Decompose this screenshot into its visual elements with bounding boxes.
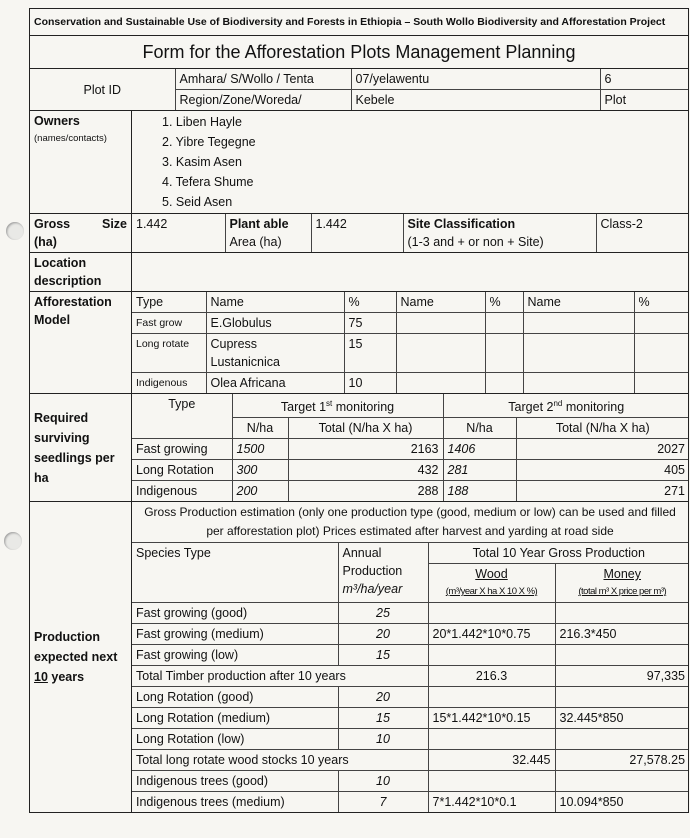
annual-header: Annual Production m³/ha/year [338, 543, 428, 603]
prod-row-money: 10.094*850 [555, 792, 689, 813]
target2-header: Target 2nd monitoring [443, 394, 689, 418]
fast-total-money: 97,335 [555, 666, 689, 687]
kebele-label: Kebele [351, 90, 600, 111]
prod-row-wood [428, 603, 555, 624]
fast-total-wood: 216.3 [428, 666, 555, 687]
plot-label: Plot [600, 90, 689, 111]
owners-label-cell [30, 111, 132, 214]
region-label: Region/Zone/Woreda/ [175, 90, 351, 111]
seedling-t1: 2163 [288, 439, 443, 460]
prod-row-wood: 7*1.442*10*0.1 [428, 792, 555, 813]
seedling-t1: 432 [288, 460, 443, 481]
model-row-name: Cupress Lustanicnica [206, 334, 344, 373]
seedling-row-type: Indigenous [132, 481, 232, 502]
prod-row-wood [428, 771, 555, 792]
model-row-pct: 15 [344, 334, 396, 373]
prod-row-money: 32.445*850 [555, 708, 689, 729]
model-row-pct: 10 [344, 373, 396, 394]
seedling-n2: 1406 [443, 439, 516, 460]
fast-total-label: Total Timber production after 10 years [132, 666, 428, 687]
project-title: Conservation and Sustainable Use of Biodiversity and Forests in Ethiopia – South Wollo Biodiversity and Afforestation Project [30, 9, 689, 36]
model-header-type: Type [132, 292, 206, 313]
owner-item: 1. Liben Hayle [162, 115, 242, 129]
prod-row-name: Indigenous trees (good) [132, 771, 338, 792]
nha-header: N/ha [443, 418, 516, 439]
long-total-money: 27,578.25 [555, 750, 689, 771]
model-header-pct: % [344, 292, 396, 313]
location-value [132, 253, 689, 292]
punch-hole [4, 532, 22, 550]
seedlings-type-header: Type [132, 394, 232, 439]
plantable-value: 1.442 [311, 214, 403, 252]
seedling-n2: 188 [443, 481, 516, 502]
model-label: Afforestation Model [30, 292, 132, 394]
prod-row-val: 20 [338, 687, 428, 708]
prod-row-wood [428, 645, 555, 666]
prod-row-val: 10 [338, 729, 428, 750]
prod-row-name: Long Rotation (low) [132, 729, 338, 750]
long-total-label: Total long rotate wood stocks 10 years [132, 750, 428, 771]
prod-row-wood: 20*1.442*10*0.75 [428, 624, 555, 645]
prod-row-money [555, 729, 689, 750]
prod-row-val: 7 [338, 792, 428, 813]
plot-value: 6 [600, 69, 689, 90]
prod-row-name: Fast growing (good) [132, 603, 338, 624]
prod-row-val: 15 [338, 708, 428, 729]
seedling-n1: 300 [232, 460, 288, 481]
total-header: Total (N/ha X ha) [288, 418, 443, 439]
owners-label: Owners [34, 114, 80, 128]
form-table [29, 8, 689, 813]
model-row-name: E.Globulus [206, 313, 344, 334]
seedling-t2: 2027 [516, 439, 689, 460]
long-total-wood: 32.445 [428, 750, 555, 771]
seedling-n1: 1500 [232, 439, 288, 460]
prod-row-wood [428, 729, 555, 750]
form-title: Form for the Afforestation Plots Management Planning [30, 36, 689, 69]
seedling-t1: 288 [288, 481, 443, 502]
prod-row-wood [428, 687, 555, 708]
prod-row-val: 25 [338, 603, 428, 624]
model-header-name: Name [523, 292, 634, 313]
model-table [132, 292, 689, 393]
prod-row-name: Fast growing (low) [132, 645, 338, 666]
owner-item: 3. Kasim Asen [162, 155, 242, 169]
prod-row-money [555, 687, 689, 708]
owner-item: 4. Tefera Shume [162, 175, 254, 189]
prod-row-name: Indigenous trees (medium) [132, 792, 338, 813]
seedling-t2: 405 [516, 460, 689, 481]
prod-row-money [555, 645, 689, 666]
target1-header: Target 1st monitoring [232, 394, 443, 418]
model-row-type: Indigenous [132, 373, 206, 394]
kebele-value: 07/yelawentu [351, 69, 600, 90]
model-header-name: Name [206, 292, 344, 313]
owner-item: 2. Yibre Tegegne [162, 135, 256, 149]
seedlings-label: Required surviving seedlings per ha [30, 394, 132, 502]
seedlings-table [132, 394, 689, 501]
owners-list [132, 111, 689, 214]
size-section [132, 214, 689, 252]
owners-sublabel: (names/contacts) [34, 133, 107, 144]
prod-row-val: 20 [338, 624, 428, 645]
prod-row-name: Long Rotation (good) [132, 687, 338, 708]
prod-row-money: 216.3*450 [555, 624, 689, 645]
prod-row-val: 10 [338, 771, 428, 792]
owner-item: 5. Seid Asen [162, 195, 233, 209]
gross-size-label: Gross Size (ha) [30, 214, 132, 253]
prod-row-name: Long Rotation (medium) [132, 708, 338, 729]
prod-row-wood: 15*1.442*10*0.15 [428, 708, 555, 729]
prod-row-money [555, 603, 689, 624]
location-label: Location description [30, 253, 132, 292]
model-header-name: Name [396, 292, 485, 313]
seedling-n2: 281 [443, 460, 516, 481]
model-row-name: Olea Africana [206, 373, 344, 394]
site-class-value: Class-2 [600, 217, 643, 231]
plot-id-section [30, 69, 689, 110]
money-header: Money (total m³ X price per m³) [555, 564, 689, 603]
model-row-type: Long rotate [132, 334, 206, 373]
model-header-pct: % [634, 292, 689, 313]
model-header-pct: % [485, 292, 523, 313]
total10-header: Total 10 Year Gross Production [428, 543, 689, 564]
model-row-type: Fast grow [132, 313, 206, 334]
region-value: Amhara/ S/Wollo / Tenta [175, 69, 351, 90]
seedling-row-type: Fast growing [132, 439, 232, 460]
prod-row-val: 15 [338, 645, 428, 666]
total-header: Total (N/ha X ha) [516, 418, 689, 439]
production-table [132, 543, 689, 812]
prod-row-money [555, 771, 689, 792]
punch-hole [6, 222, 24, 240]
gross-size-value: 1.442 [132, 214, 225, 252]
nha-header: N/ha [232, 418, 288, 439]
plantable-label: Plant able Area (ha) [225, 214, 311, 252]
seedling-n1: 200 [232, 481, 288, 502]
seedling-t2: 271 [516, 481, 689, 502]
species-type-header: Species Type [132, 543, 338, 603]
wood-header: Wood (m³/year X ha X 10 X %) [428, 564, 555, 603]
production-intro: Gross Production estimation (only one production type (good, medium or low) can be used and filled per afforestation plot) Prices estimated after harvest and yarding at road side [132, 502, 688, 543]
model-row-pct: 75 [344, 313, 396, 334]
seedling-row-type: Long Rotation [132, 460, 232, 481]
site-class-label: Site Classification (1-3 and + or non + Site) [403, 214, 596, 252]
production-label: Production expected next 10 years [30, 502, 132, 813]
plot-id-label: Plot ID [30, 69, 175, 110]
form-page [29, 8, 688, 813]
prod-row-name: Fast growing (medium) [132, 624, 338, 645]
